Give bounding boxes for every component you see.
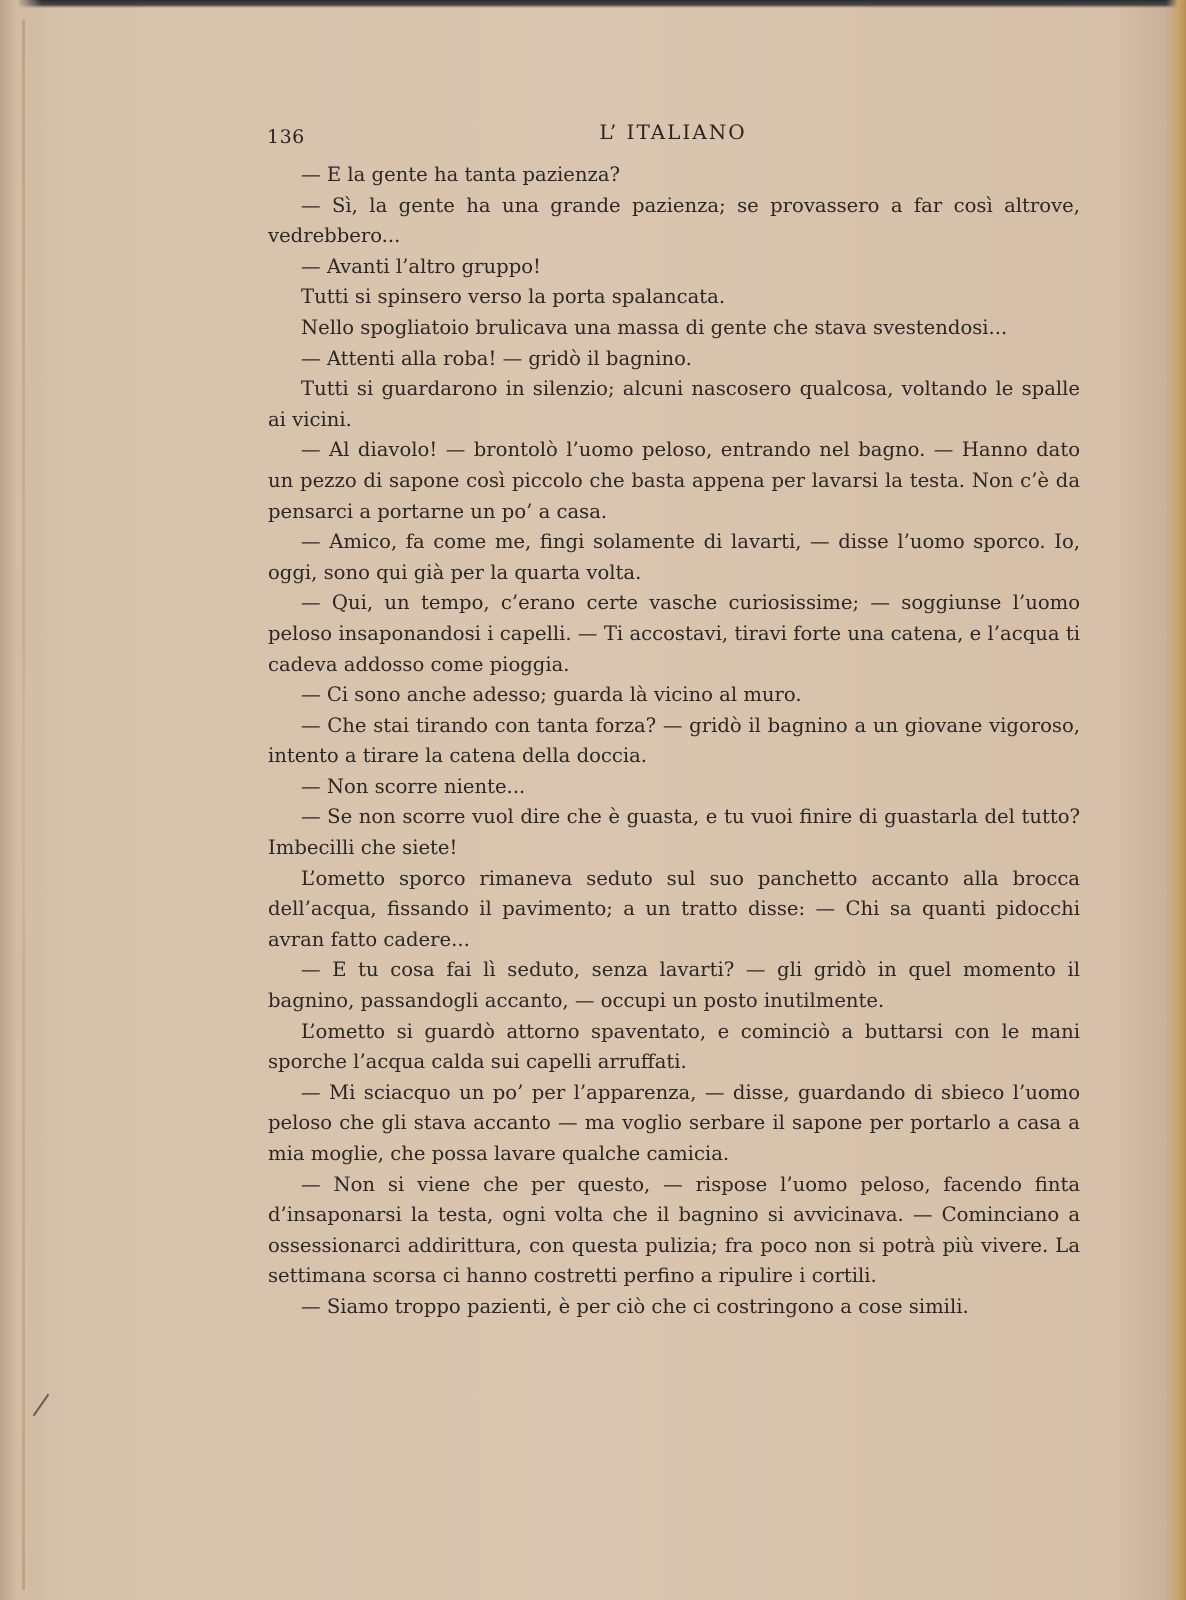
paragraph: — Non si viene che per questo, — rispose l’uomo peloso, facendo finta d’insaponarsi la testa, ogni volta che il bagnino si avvicinava. — Cominciano a ossessionarci addirittura, con questa pulizia; fra poco non si potrà più vivere. La settimana scorsa ci hanno costretti perfino a ripulire i cortili. (268, 1172, 1080, 1288)
paragraph: — Avanti l’altro gruppo! (301, 254, 541, 278)
running-title: L’ ITALIANO (599, 120, 747, 144)
page-top-edge (0, 0, 1186, 8)
paragraph: — Se non scorre vuol dire che è guasta, e tu vuoi finire di guastarla del tutto? Imbecilli che siete! (268, 805, 1080, 860)
paragraph: — Che stai tirando con tanta forza? — gridò il bagnino a un giovane vigoroso, intento a tirare la catena della doccia. (268, 713, 1080, 768)
paragraph: — Ci sono anche adesso; guarda là vicino al muro. (301, 683, 802, 707)
paragraph: L’ometto sporco rimaneva seduto sul suo panchetto accanto alla brocca dell’acqua, fissando il pavimento; a un tratto disse: — Chi sa quanti pidocchi avran fatto cadere... (268, 866, 1080, 951)
paragraph: — Qui, un tempo, c’erano certe vasche curiosissime; — soggiunse l’uomo peloso insaponandosi i capelli. — Ti accostavi, tiravi forte una catena, e l’acqua ti cadeva addosso come pioggia. (268, 591, 1080, 676)
paragraph: Tutti si spinsero verso la porta spalancata. (301, 285, 726, 309)
page-left-edge (0, 0, 42, 1600)
page-right-edge (1166, 0, 1186, 1600)
paragraph: — Sì, la gente ha una grande pazienza; se provassero a far così altrove, vedrebbero... (268, 193, 1080, 248)
paragraph: L’ometto si guardò attorno spaventato, e cominciò a buttarsi con le mani sporche l’acqua calda sui capelli arruffati. (268, 1019, 1080, 1074)
page-number: 136 (267, 126, 305, 148)
paragraph: — E tu cosa fai lì seduto, senza lavarti? — gli gridò in quel momento il bagnino, passandogli accanto, — occupi un posto inutilmente. (268, 958, 1080, 1013)
page-header (267, 120, 1079, 152)
paragraph: — Siamo troppo pazienti, è per ciò che ci costringono a cose simili. (301, 1294, 969, 1318)
paragraph: Nello spogliatoio brulicava una massa di gente che stava svestendosi... (301, 315, 1008, 339)
paragraph: — Mi sciacquo un po’ per l’apparenza, — disse, guardando di sbieco l’uomo peloso che gli stava accanto — ma voglio serbare il sapone per portarlo a casa a mia moglie, che possa lavare qualche camicia. (268, 1080, 1080, 1165)
paragraph: — Attenti alla roba! — gridò il bagnino. (301, 346, 692, 370)
body-text (268, 160, 1080, 1323)
paragraph: — E la gente ha tanta pazienza? (301, 163, 621, 186)
binding-gutter (22, 20, 25, 1590)
paragraph: — Al diavolo! — brontolò l’uomo peloso, entrando nel bagno. — Hanno dato un pezzo di sapone così piccolo che basta appena per lavarsi la testa. Non c’è da pensarci a portarne un po’ a casa. (268, 438, 1080, 523)
paragraph: — Amico, fa come me, fingi solamente di lavarti, — disse l’uomo sporco. Io, oggi, sono qui già per la quarta volta. (268, 530, 1080, 584)
paragraph: Tutti si guardarono in silenzio; alcuni nascosero qualcosa, voltando le spalle ai vicini. (268, 377, 1080, 431)
paragraph: — Non scorre niente... (301, 774, 526, 798)
